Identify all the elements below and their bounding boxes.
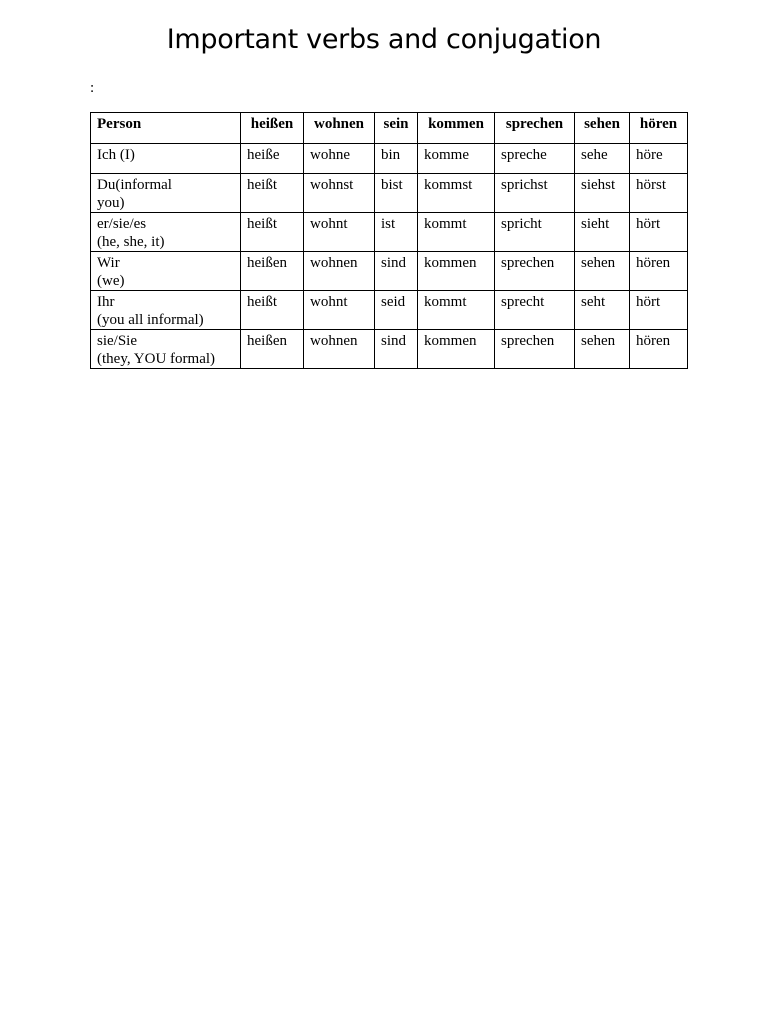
column-header-heissen: heißen — [241, 113, 304, 144]
verb-form-cell: sind — [375, 330, 418, 369]
verb-form-cell: sehen — [575, 330, 630, 369]
person-cell: er/sie/es (he, she, it) — [91, 213, 241, 252]
verb-form-cell: kommst — [418, 174, 495, 213]
verb-form-cell: bist — [375, 174, 418, 213]
verb-form-cell: bin — [375, 144, 418, 174]
verb-form-cell: wohnst — [304, 174, 375, 213]
person-cell: Ihr (you all informal) — [91, 291, 241, 330]
verb-form-cell: heißt — [241, 291, 304, 330]
verb-form-cell: seht — [575, 291, 630, 330]
verb-form-cell: sprechen — [495, 252, 575, 291]
table-row — [91, 252, 688, 291]
verb-form-cell: wohnen — [304, 252, 375, 291]
verb-form-cell: kommen — [418, 252, 495, 291]
colon-text: : — [90, 80, 95, 96]
verb-form-cell: wohne — [304, 144, 375, 174]
column-header-kommen: kommen — [418, 113, 495, 144]
column-header-hoeren: hören — [630, 113, 688, 144]
verb-form-cell: sind — [375, 252, 418, 291]
verb-form-cell: heißt — [241, 213, 304, 252]
verb-form-cell: kommt — [418, 291, 495, 330]
table-row — [91, 330, 688, 369]
table-header-row — [91, 113, 688, 144]
verb-form-cell: spreche — [495, 144, 575, 174]
verb-form-cell: sehen — [575, 252, 630, 291]
verb-form-cell: wohnen — [304, 330, 375, 369]
person-cell: Du(informal you) — [91, 174, 241, 213]
column-header-sehen: sehen — [575, 113, 630, 144]
table-row — [91, 213, 688, 252]
verb-form-cell: hörst — [630, 174, 688, 213]
verb-form-cell: heißen — [241, 330, 304, 369]
column-header-sein: sein — [375, 113, 418, 144]
verb-form-cell: hört — [630, 213, 688, 252]
column-header-person: Person — [91, 113, 241, 144]
verb-form-cell: kommen — [418, 330, 495, 369]
verb-form-cell: ist — [375, 213, 418, 252]
table-row — [91, 291, 688, 330]
column-header-wohnen: wohnen — [304, 113, 375, 144]
verb-form-cell: komme — [418, 144, 495, 174]
verb-form-cell: kommt — [418, 213, 495, 252]
verb-form-cell: heiße — [241, 144, 304, 174]
person-cell: Wir (we) — [91, 252, 241, 291]
person-cell: Ich (I) — [91, 144, 241, 174]
verb-form-cell: sprecht — [495, 291, 575, 330]
verb-form-cell: hören — [630, 330, 688, 369]
verb-form-cell: wohnt — [304, 213, 375, 252]
person-cell: sie/Sie (they, YOU formal) — [91, 330, 241, 369]
verb-form-cell: sprichst — [495, 174, 575, 213]
verb-form-cell: höre — [630, 144, 688, 174]
verb-form-cell: heißen — [241, 252, 304, 291]
conjugation-table — [90, 112, 688, 369]
verb-form-cell: heißt — [241, 174, 304, 213]
verb-form-cell: hören — [630, 252, 688, 291]
table-row — [91, 174, 688, 213]
verb-form-cell: hört — [630, 291, 688, 330]
column-header-sprechen: sprechen — [495, 113, 575, 144]
verb-form-cell: wohnt — [304, 291, 375, 330]
page-title: Important verbs and conjugation — [166, 24, 602, 55]
verb-form-cell: seid — [375, 291, 418, 330]
table-row — [91, 144, 688, 174]
verb-form-cell: siehst — [575, 174, 630, 213]
verb-form-cell: sieht — [575, 213, 630, 252]
verb-form-cell: sehe — [575, 144, 630, 174]
verb-form-cell: spricht — [495, 213, 575, 252]
verb-form-cell: sprechen — [495, 330, 575, 369]
